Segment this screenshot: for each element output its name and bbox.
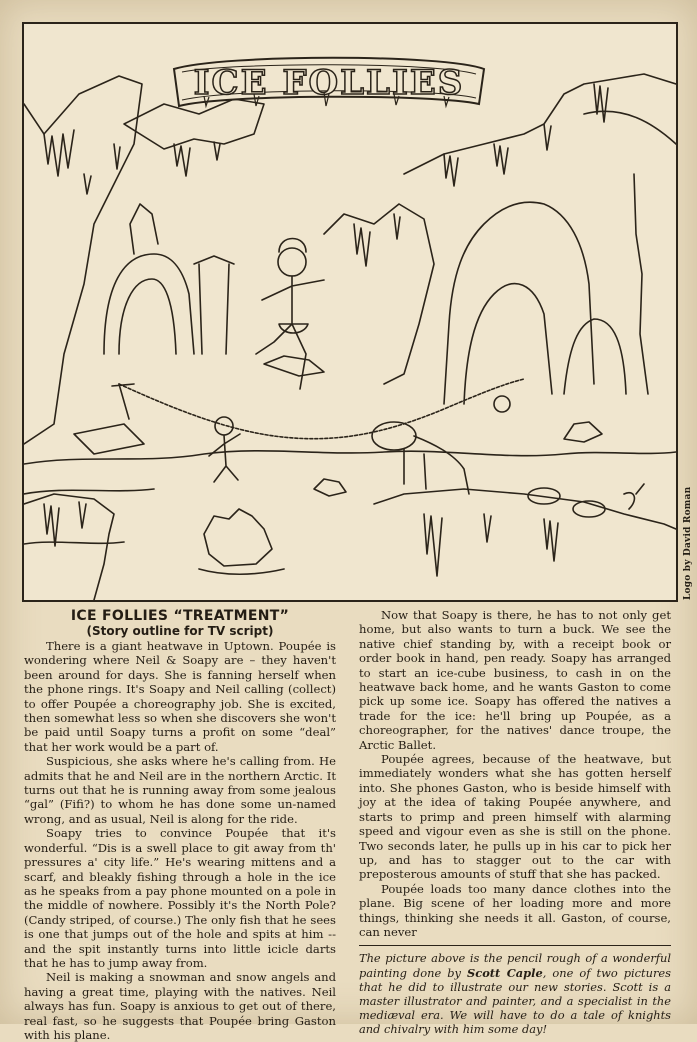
caption-part-2: , one of two pictures that he did to illustrate our new stories. Scott is a master illustrator and painter, and a specialist in the mediæval era. We will have to do a tale of knights and chivalry with him some day! — [359, 965, 671, 1037]
right-paragraph-3: Poupée loads too many dance clothes into the plane. Big scene of her loading more and more things, thinking she needs it all. Gaston, of course, can never — [359, 881, 671, 939]
ice-floe-2 — [564, 422, 602, 442]
left-arch-icicles — [130, 204, 158, 254]
dancing-woman-figure — [256, 239, 324, 390]
caption-artist: Scott Caple — [467, 965, 543, 980]
right-column — [359, 608, 671, 1037]
logo-text: ICE FOLLIES — [193, 63, 465, 103]
right-cliff — [584, 111, 676, 394]
ice-follies-logo — [174, 58, 484, 106]
center-pillar — [194, 256, 234, 354]
left-paragraph-1: There is a giant heatwave in Uptown. Poupée is wondering where Neil & Soapy are – they haven't been around for days. She is fanning herself when the phone rings. It's Soapy and Neil calling (collect) to offer Poupée a choreography job. She is excited, then somewhat less so when she discovers she won't be paid until Soapy turns a profit on some “deal” that her work would be a part of. — [24, 639, 336, 754]
left-sled — [74, 384, 144, 454]
rope — [119, 379, 524, 439]
iceberg — [204, 509, 272, 566]
article-title: ICE FOLLIES “TREATMENT” — [70, 608, 290, 624]
illustration-frame — [22, 22, 678, 602]
right-paragraph-1: Now that Soapy is there, he has to not only get home, but also wants to turn a buck. We see the native chief standing by, with a receipt book or order book in hand, pen ready. Soapy has arranged to start an ice-cube business, to cash in on the heatwave back home, and he wants Gaston to come pick up some ice. Soapy has offered the natives a trade for the ice: he'll bring up Poupée, as a choreographer, for the natives' dance troupe, the Arctic Ballet. — [359, 608, 671, 752]
ice-follies-illustration — [24, 24, 676, 600]
foreground-left-ledge — [24, 494, 114, 600]
left-paragraph-2: Suspicious, she asks where he's calling from. He admits that he and Neil are in the northern Arctic. It turns out that he is running away from some jealous “gal” (Fifi?) to whom he has done some un-named wrong, and as usual, Neil is along for the ride. — [24, 754, 336, 826]
center-left-arch — [104, 254, 194, 354]
sled-dogs — [528, 484, 644, 517]
mid-rocks — [324, 204, 434, 384]
caption-part-1: The picture above is the pencil rough of a wonderful painting done by — [359, 951, 671, 980]
left-paragraph-4: Neil is making a snowman and snow angels and having a great time, playing with the natives. Neil always has fun. Soapy is anxious to get out of there, real fast, so he suggests that Poupée bring Gaston with his plane. — [24, 970, 336, 1042]
left-column — [24, 608, 336, 1042]
logo-credit-text: Logo by David Roman — [683, 486, 693, 600]
walking-figure — [209, 417, 240, 482]
ice-floor — [24, 451, 676, 464]
right-paragraph-2: Poupée agrees, because of the heatwave, but immediately wonders what she has gotten herself into. She phones Gaston, who is beside himself with joy at the idea of taking Poupée anywhere, and starts to primp and preen himself with alarming speed and vigour even as she is still on the phone. Two seconds later, he pulls up in his car to pick her up, and has to stagger out to the car with preposterous amounts of stuff that she has packed. — [359, 752, 671, 882]
upper-left-shelf — [124, 99, 264, 149]
left-icicles — [44, 130, 120, 194]
left-paragraph-3: Soapy tries to convince Poupée that it's wonderful. “Dis is a swell place to git away from th' pressures a' city life.” He's wearing mittens and a scarf, and bleakly fishing through a hole in the ice as he speaks from a pay phone mounted on a pole in the middle of nowhere. Possibly it's the North Pole? (Candy striped, of course.) The only fish that he sees is one that jumps out of the hole and spits at him -- and the spit instantly turns into little icicle darts that he has to jump away from. — [24, 826, 336, 970]
right-foreground-cliff — [374, 489, 676, 529]
article-subtitle: (Story outline for TV script) — [86, 624, 274, 638]
left-ice-cliff — [24, 76, 142, 444]
caption-divider — [359, 945, 671, 946]
ice-floe-3 — [264, 356, 324, 376]
ice-floe-1 — [314, 479, 346, 496]
